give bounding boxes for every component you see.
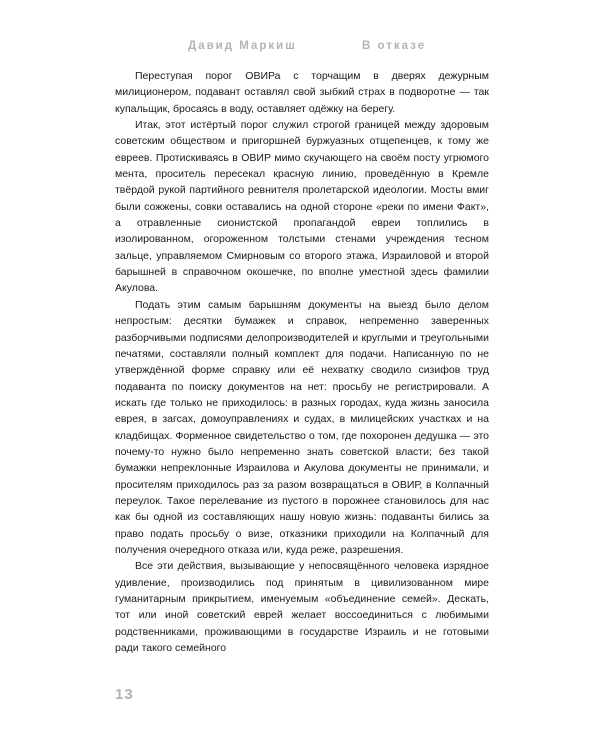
paragraph: Переступая порог ОВИРа с торчащим в дверях дежурным милиционером, подавант оставлял свой зыбкий страх в подворотне — так купальщик, бросаясь в воду, оставляет одёжку на берегу. <box>115 70 489 115</box>
header-author: Давид Маркиш <box>188 40 297 52</box>
paragraph: Все эти действия, вызывающие у непосвящённого человека изрядное удивление, производились под принятым в цивилизованном мире гуманитарным прикрытием, именуемым «объединение семей». Дескать, тот или иной советский еврей желает воссоединиться с любимыми родственниками, проживающими в государстве Израиль и не готовыми ради такого семейного <box>115 560 489 655</box>
body-text <box>115 68 489 656</box>
paragraph: Итак, этот истёртый порог служил строгой границей между здоровым советским обществом и пригоршней буржуазных отщепенцев, к тому же евреев. Протискиваясь в ОВИР мимо скучающего на своём посту угрюмого мента, проситель пересекал красную линию, проведённую в Кремле твёрдой рукой партийного ревнителя пролетарской идеологии. Мосты вмиг были сожжены, совки оставались на одной стороне «реки по имени Факт», а отравленные сионистской пропагандой евреи топлились в изолированном, огороженном толстыми стенами учреждения тесном зальце, управляемом Смирновым со второго этажа, Израиловой и второй барышней в справочном окошечке, по вполне уместной здесь фамилии Акулова. <box>115 119 489 295</box>
running-header <box>0 40 600 56</box>
header-title: В отказе <box>362 40 427 52</box>
page-number: 13 <box>115 686 134 703</box>
paragraph: Подать этим самым барышням документы на выезд было делом непростым: десятки бумажек и справок, непременно заверенных разборчивыми подписями делопроизводителей и круглыми и треугольными печатями, составляли полный комплект для подачи. Написанную по не утверждённой форме справку или её нехватку сводило сизифов труд подаванта по поиску документов на нет: просьбу не регистрировали. А искать где только не приходилось: в разных городах, куда жизнь заносила еврея, в загсах, домоуправлениях и судах, в милицейских участках и на кладбищах. Форменное свидетельство о том, где похоронен дедушка — это почему-то нужно было непременно знать советской власти; без такой бумажки непреклонные Израилова и Акулова документы не принимали, и просителям приходилось раз за разом возвращаться в ОВИР, в Колпачный переулок. Такое перелевание из пустого в порожнее становилось для нас как бы одной из составляющих нашу новую жизнь: подаванты бились за право подать просьбу о визе, отказники приходили на Колпачный для получения очередного отказа или, куда реже, разрешения. <box>115 298 489 556</box>
